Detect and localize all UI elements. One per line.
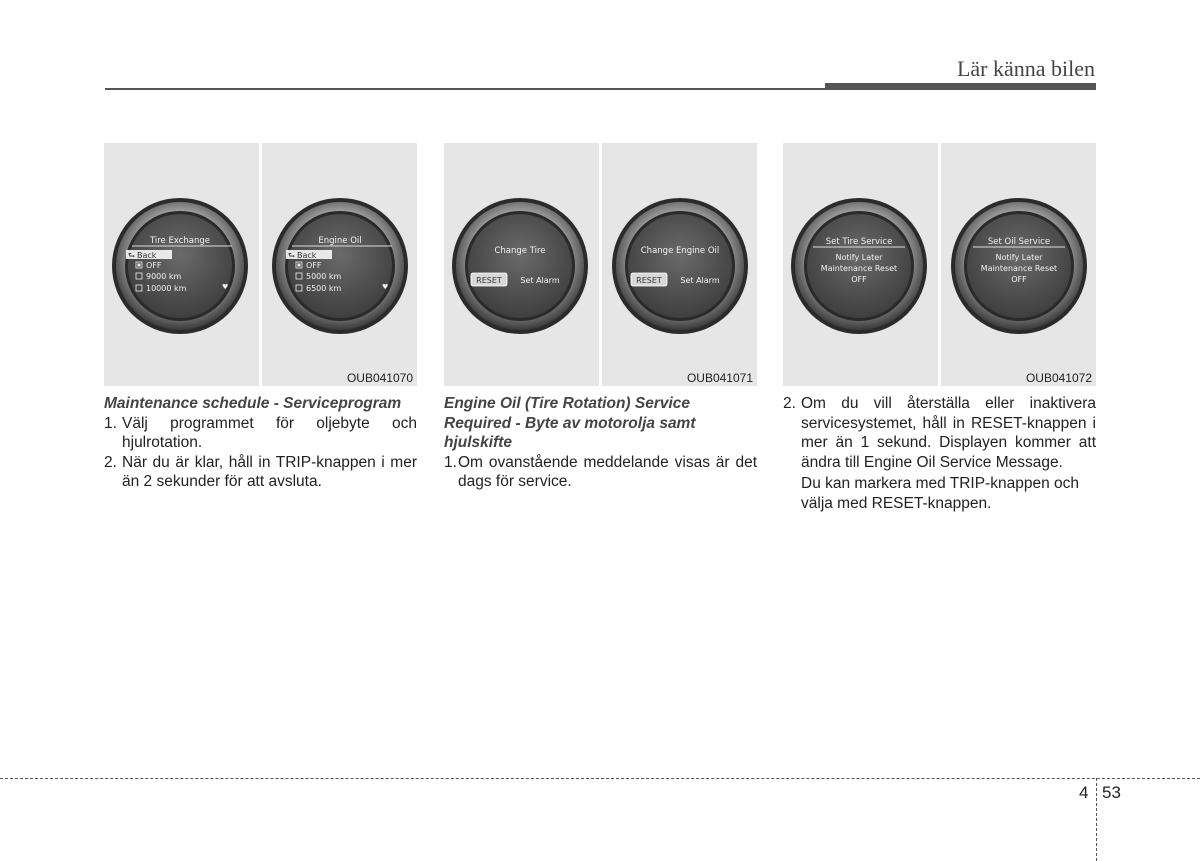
gauge-title: Set Tire Service	[825, 237, 893, 247]
gauge-tire-exchange	[112, 198, 248, 334]
gauge-message: Change Engine Oil	[640, 246, 720, 256]
menu-item-back: Back	[297, 251, 317, 260]
column-service-required	[444, 394, 757, 492]
header-rule-accent	[825, 83, 1096, 90]
list-item	[444, 453, 757, 492]
header-rule	[105, 88, 825, 90]
section-heading: Maintenance schedule - Serviceprogram	[104, 395, 402, 412]
menu-item-back: Back	[137, 251, 157, 260]
column-maintenance-schedule	[104, 394, 417, 492]
item-text: Välj programmet för oljebyte och hjulrotation.	[122, 414, 417, 451]
figure-divider	[259, 143, 262, 386]
gauge-title: Tire Exchange	[149, 236, 211, 246]
item-number: 2.	[104, 453, 117, 471]
menu-item-6500: 6500 km	[306, 284, 342, 293]
figure-code: OUB041071	[686, 371, 753, 385]
gauge-change-engine-oil	[612, 198, 748, 334]
section-heading: Engine Oil (Tire Rotation) Service Required - Byte av motorolja samt hjulskifte	[444, 395, 696, 451]
column-reset	[783, 394, 1096, 513]
figure-code: OUB041070	[346, 371, 413, 385]
item-note: Du kan markera med TRIP-knappen och välja med RESET-knappen.	[801, 475, 1079, 512]
item-number: 1.	[444, 453, 457, 471]
menu-item-10000: 10000 km	[146, 284, 187, 293]
option-off: OFF	[1011, 275, 1027, 284]
item-number: 2.	[783, 395, 796, 412]
option-maintenance-reset: Maintenance Reset	[820, 264, 898, 273]
option-off: OFF	[851, 275, 867, 284]
option-maintenance-reset: Maintenance Reset	[980, 264, 1058, 273]
item-text: När du är klar, håll in TRIP-knappen i mer än 2 sekunder för att avsluta.	[122, 453, 417, 490]
footer-rule	[0, 778, 1200, 779]
option-notify-later: Notify Later	[995, 253, 1043, 262]
gauge-message: Change Tire	[494, 246, 546, 256]
figure-service-required	[444, 143, 757, 386]
option-notify-later: Notify Later	[835, 253, 883, 262]
set-alarm-label: Set Alarm	[520, 276, 560, 285]
gauge-title: Engine Oil	[318, 236, 362, 246]
menu-item-off: OFF	[146, 261, 162, 270]
list-item	[104, 453, 417, 492]
gauge-change-tire	[452, 198, 588, 334]
chapter-number: 4	[1079, 783, 1089, 802]
figure-maintenance-menu	[104, 143, 417, 386]
set-alarm-label: Set Alarm	[680, 276, 720, 285]
figure-divider	[938, 143, 941, 386]
gauge-title: Set Oil Service	[987, 237, 1051, 247]
list-item	[783, 394, 1096, 472]
gauge-engine-oil	[272, 198, 408, 334]
menu-item-5000: 5000 km	[306, 272, 342, 281]
back-icon: ⮑	[128, 251, 136, 260]
figure-code: OUB041072	[1025, 371, 1092, 385]
header-title: Lär känna bilen	[956, 56, 1095, 81]
figure-set-service	[783, 143, 1096, 386]
back-icon: ⮑	[288, 251, 296, 260]
reset-label: RESET	[476, 276, 502, 285]
menu-item-9000: 9000 km	[146, 272, 182, 281]
list-item	[104, 414, 417, 453]
item-text: Om du vill återställa eller inaktivera servicesystemet, håll in RESET-knappen i mer än 1 sekund. Displayen kommer att ändra till Engine Oil Service Message.	[801, 395, 1096, 471]
scroll-down-icon: ♥	[222, 283, 229, 291]
menu-item-off: OFF	[306, 261, 322, 270]
scroll-down-icon: ♥	[382, 283, 389, 291]
page-number: 53	[1102, 783, 1121, 802]
item-number: 1.	[104, 414, 117, 432]
reset-label: RESET	[636, 276, 662, 285]
item-text: Om ovanstående meddelande visas är det dags för service.	[458, 453, 757, 490]
footer-divider	[1096, 778, 1097, 861]
figure-divider	[599, 143, 602, 386]
